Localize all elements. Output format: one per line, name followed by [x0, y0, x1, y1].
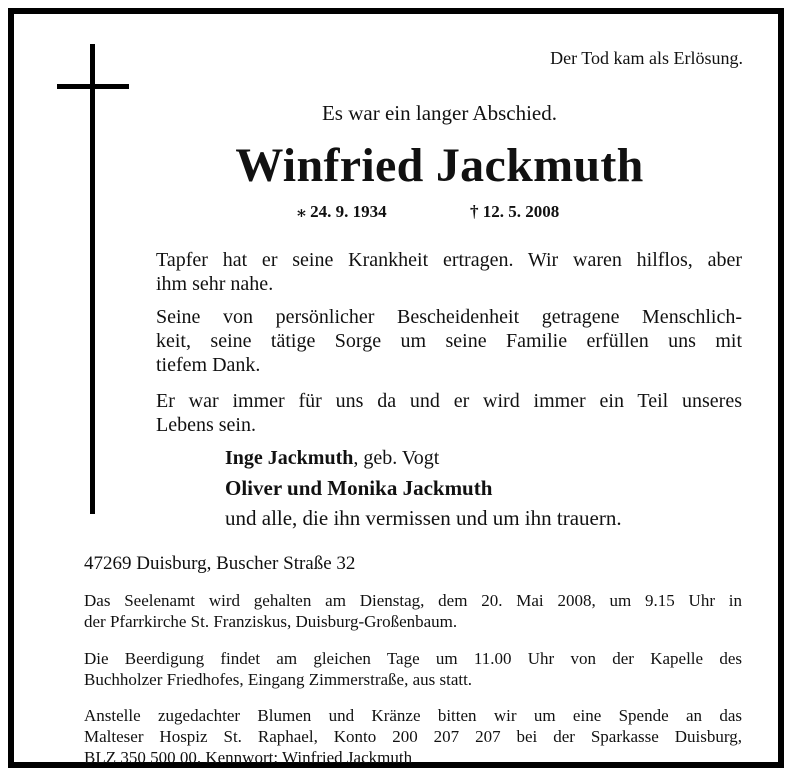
address: 47269 Duisburg, Buscher Straße 32 [84, 553, 356, 574]
birth-date: ⁎ 24. 9. 1934 [297, 202, 387, 221]
death-date: † 12. 5. 2008 [470, 202, 560, 221]
detail-line: Buchholzer Friedhofes, Eingang Zimmerstraße, aus statt. [84, 670, 473, 689]
funeral-mass-info [84, 590, 742, 632]
paragraph-2 [156, 305, 742, 377]
paragraph-3 [156, 389, 742, 437]
detail-line: der Pfarrkirche St. Franziskus, Duisburg-Großenbaum. [84, 612, 458, 631]
signature-name: Inge Jackmuth [225, 447, 354, 469]
paragraph-1 [156, 248, 742, 296]
burial-info [84, 648, 742, 690]
detail-line: BLZ 350 500 00. Kennwort: Winfried Jackmuth [84, 748, 413, 767]
detail-line: Die Beerdigung findet am gleichen Tage um 11.00 Uhr von der Kapelle des [84, 649, 742, 668]
paragraph-line: tiefem Dank. [156, 354, 261, 376]
paragraph-line: Er war immer für uns da und er wird immer ein Teil unseres [156, 390, 742, 412]
signature-line-1 [225, 447, 439, 470]
detail-line: Das Seelenamt wird gehalten am Dienstag, dem 20. Mai 2008, um 9.15 Uhr in [84, 591, 742, 610]
signature-line-3: und alle, die ihn vermissen und um ihn trauern. [225, 506, 622, 530]
intro-line: Es war ein langer Abschied. [321, 101, 557, 125]
signature-line-2: Oliver und Monika Jackmuth [225, 476, 493, 500]
cross-icon-bar [57, 84, 129, 89]
paragraph-line: keit, seine tätige Sorge um seine Familie erfüllen uns mit [156, 330, 742, 352]
paragraph-line: Lebens sein. [156, 414, 256, 436]
paragraph-line: Seine von persönlicher Bescheidenheit getragene Menschlich- [156, 306, 742, 328]
detail-line: Anstelle zugedachter Blumen und Kränze bitten wir um eine Spende an das [84, 706, 742, 725]
motto: Der Tod kam als Erlösung. [550, 48, 743, 68]
signature-maiden-name: , geb. Vogt [353, 447, 440, 469]
obituary-frame [8, 8, 784, 768]
paragraph-line: Tapfer hat er seine Krankheit ertragen. Wir waren hilflos, aber [156, 249, 742, 271]
deceased-name: Winfried Jackmuth [235, 139, 644, 192]
paragraph-line: ihm sehr nahe. [156, 273, 274, 295]
donation-info [84, 705, 742, 768]
detail-line: Malteser Hospiz St. Raphael, Konto 200 207 207 bei der Sparkasse Duisburg, [84, 727, 742, 746]
